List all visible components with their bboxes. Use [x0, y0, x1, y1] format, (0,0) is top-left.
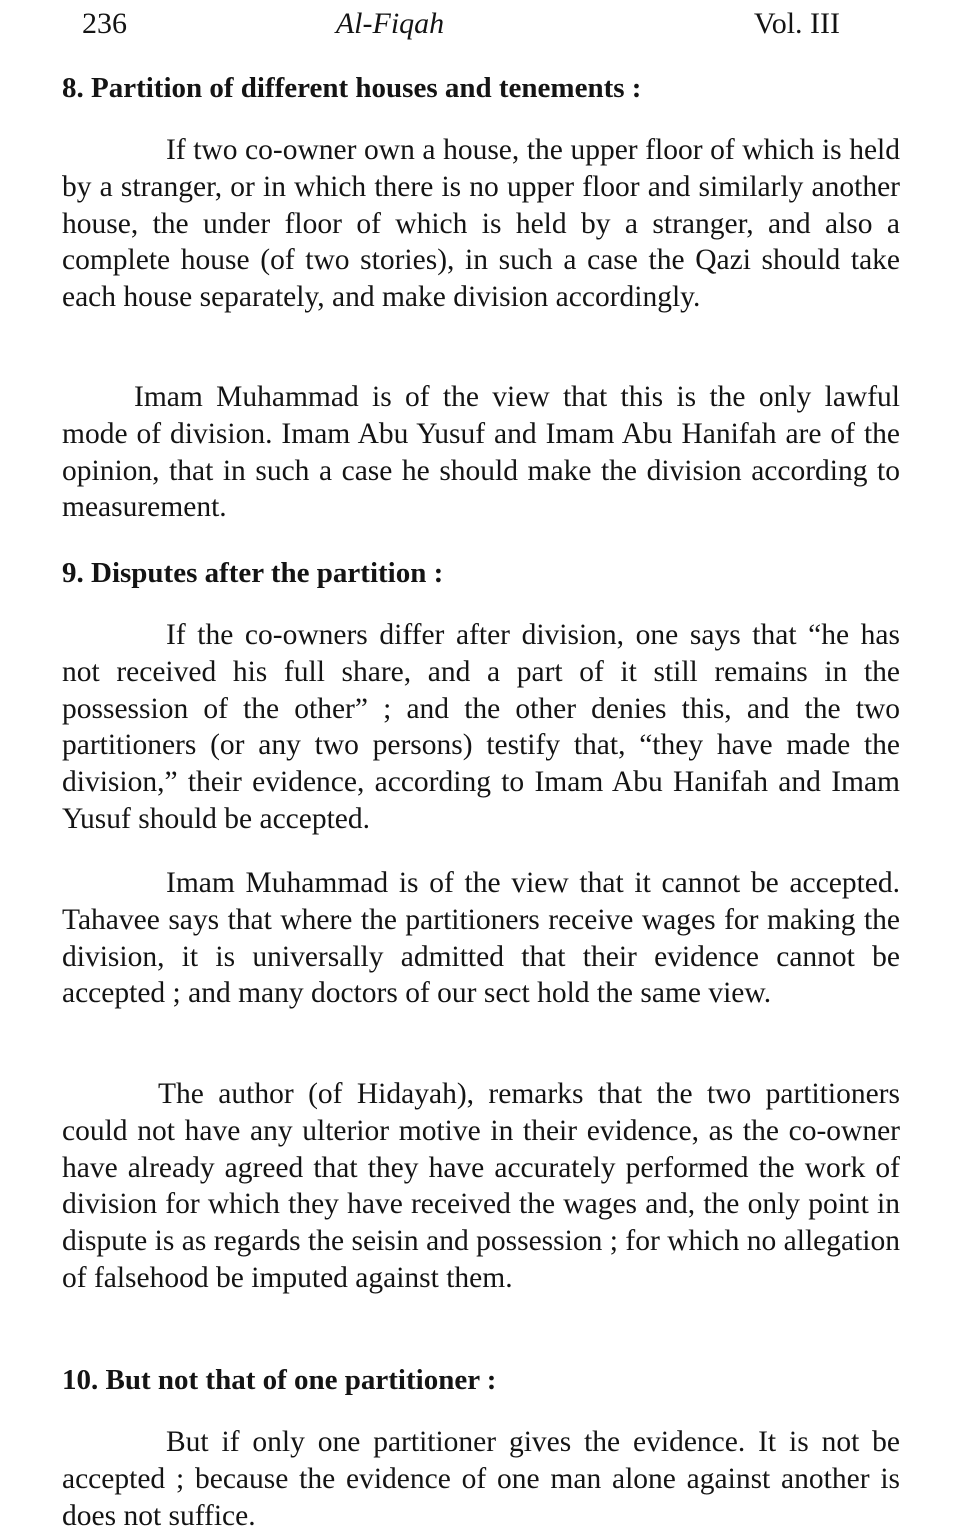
book-title: Al-Fiqah: [335, 7, 445, 40]
paragraph: Imam Muhammad is of the view that this is the only lawful mode of division. Imam Abu Yusuf and Imam Abu Hanifah are of the opinion, that in such a case he should make the division according to measurement.: [62, 381, 900, 524]
page-number: 236: [82, 7, 127, 40]
volume-label: Vol. III: [753, 7, 840, 40]
running-header: [0, 4, 960, 44]
section-heading: 10. But not that of one partitioner :: [62, 1364, 497, 1396]
paragraph: Imam Muhammad is of the view that it cannot be accepted. Tahavee says that where the partitioners receive wages for making the division, it is universally admitted that their evidence cannot be accepted ; and many doctors of our sect hold the same view.: [62, 867, 900, 1010]
section-heading: 8. Partition of different houses and tenements :: [62, 72, 642, 104]
paragraph: The author (of Hidayah), remarks that the two partitioners could not have any ulterior motive in their evidence, as the co-owner have already agreed that they have accurately performed the work of division for which they have received the wages and, the only point in dispute is as regards the seisin and possession ; for which no allegation of falsehood be imputed against them.: [62, 1078, 900, 1294]
paragraph: But if only one partitioner gives the evidence. It is not be accepted ; because the evidence of one man alone against another is does not suffice.: [62, 1426, 900, 1532]
section-heading: 9. Disputes after the partition :: [62, 557, 444, 589]
paragraph: If two co-owner own a house, the upper floor of which is held by a stranger, or in which there is no upper floor and similarly another house, the under floor of which is held by a stranger, and also a complete house (of two stories), in such a case the Qazi should take each house separately, and make division accordingly.: [62, 134, 900, 314]
paragraph: If the co-owners differ after division, one says that “he has not received his full share, and a part of it still remains in the possession of the other” ; and the other denies this, and the two partitioners (or any two persons) testify that, “they have made the division,” their evidence, according to Imam Abu Hanifah and Imam Yusuf should be accepted.: [62, 619, 900, 835]
